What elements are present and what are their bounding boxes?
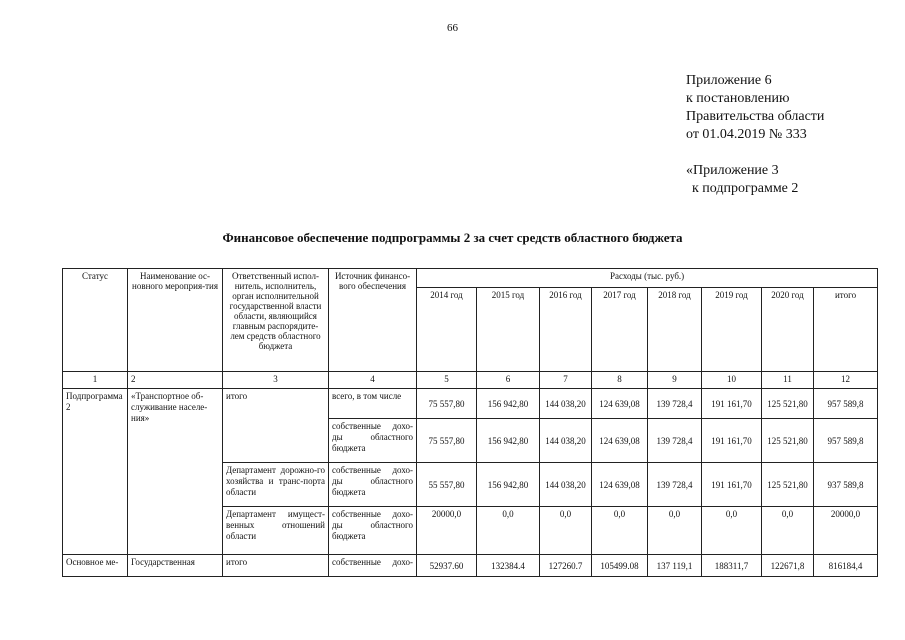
- index-cell: 7: [540, 372, 592, 389]
- index-cell: 4: [329, 372, 417, 389]
- total-cell: 20000,0: [814, 507, 878, 555]
- index-cell: 11: [762, 372, 814, 389]
- financing-table: [62, 268, 878, 577]
- value-cell: 156 942,80: [477, 389, 540, 419]
- status-cell: Подпрограмма 2: [63, 389, 128, 555]
- total-cell: 937 589,8: [814, 463, 878, 507]
- value-cell: 139 728,4: [648, 389, 702, 419]
- value-cell: 191 161,70: [702, 389, 762, 419]
- source-cell: собственные дохо-ды областного бюджета: [329, 507, 417, 555]
- value-cell: 75 557,80: [417, 389, 477, 419]
- index-cell: 8: [592, 372, 648, 389]
- total-cell: 957 589,8: [814, 419, 878, 463]
- value-cell: 156 942,80: [477, 419, 540, 463]
- header-year: 2017 год: [592, 288, 648, 372]
- value-cell: 0,0: [702, 507, 762, 555]
- header-status: Статус: [63, 269, 128, 372]
- header-expenses: Расходы (тыс. руб.): [417, 269, 878, 288]
- document-title: Финансовое обеспечение подпрограммы 2 за счет средств областного бюджета: [222, 230, 683, 245]
- value-cell: 125 521,80: [762, 419, 814, 463]
- value-cell: 0,0: [592, 507, 648, 555]
- index-cell: 12: [814, 372, 878, 389]
- value-cell: 55 557,80: [417, 463, 477, 507]
- value-cell: 144 038,20: [540, 463, 592, 507]
- value-cell: 144 038,20: [540, 419, 592, 463]
- value-cell: 0,0: [540, 507, 592, 555]
- source-cell: собственные дохо-ды областного бюджета: [329, 463, 417, 507]
- appendix-block: [686, 72, 824, 198]
- header-year: 2020 год: [762, 288, 814, 372]
- executor-cell: Департамент дорожно-го хозяйства и транс-порта области: [223, 463, 329, 507]
- value-cell: 139 728,4: [648, 419, 702, 463]
- status-cell: Основное ме-: [63, 555, 128, 577]
- value-cell: 124 639,08: [592, 419, 648, 463]
- value-cell: 52937.60: [417, 555, 477, 577]
- index-row: [63, 372, 878, 389]
- value-cell: 125 521,80: [762, 463, 814, 507]
- appendix-line: к постановлению: [686, 91, 790, 106]
- header-event: Наименование ос-новного мероприя-тия: [128, 269, 223, 372]
- header-year: 2015 год: [477, 288, 540, 372]
- header-source: Источник финансо-вого обеспечения: [329, 269, 417, 372]
- header-row: [63, 269, 878, 288]
- value-cell: 188311,7: [702, 555, 762, 577]
- header-year: 2018 год: [648, 288, 702, 372]
- value-cell: 125 521,80: [762, 389, 814, 419]
- value-cell: 156 942,80: [477, 463, 540, 507]
- index-cell: 1: [63, 372, 128, 389]
- header-year: 2016 год: [540, 288, 592, 372]
- table-row: [63, 555, 878, 577]
- source-cell: собственные дохо-ды областного бюджета: [329, 419, 417, 463]
- value-cell: 139 728,4: [648, 463, 702, 507]
- header-total: итого: [814, 288, 878, 372]
- value-cell: 75 557,80: [417, 419, 477, 463]
- value-cell: 0,0: [477, 507, 540, 555]
- index-cell: 10: [702, 372, 762, 389]
- event-cell: Государственная: [128, 555, 223, 577]
- index-cell: 5: [417, 372, 477, 389]
- value-cell: 191 161,70: [702, 463, 762, 507]
- event-cell: «Транспортное об-служивание населе-ния»: [128, 389, 223, 555]
- source-cell: собственные дохо-: [329, 555, 417, 577]
- value-cell: 0,0: [648, 507, 702, 555]
- value-cell: 137 119,1: [648, 555, 702, 577]
- source-cell: всего, в том числе: [329, 389, 417, 419]
- total-cell: 957 589,8: [814, 389, 878, 419]
- appendix-subline: к подпрограмме 2: [692, 181, 799, 196]
- value-cell: 127260.7: [540, 555, 592, 577]
- value-cell: 132384.4: [477, 555, 540, 577]
- header-executor: Ответственный испол-нитель, исполнитель, орган исполнительной государственной власти области, являющийся главным распорядите-лем средств областного бюджета: [223, 269, 329, 372]
- value-cell: 122671,8: [762, 555, 814, 577]
- header-year: 2019 год: [702, 288, 762, 372]
- value-cell: 191 161,70: [702, 419, 762, 463]
- page-number: 66: [447, 22, 458, 34]
- index-cell: 2: [128, 372, 223, 389]
- value-cell: 144 038,20: [540, 389, 592, 419]
- executor-cell: итого: [223, 389, 329, 463]
- index-cell: 9: [648, 372, 702, 389]
- value-cell: 124 639,08: [592, 389, 648, 419]
- appendix-line: от 01.04.2019 № 333: [686, 127, 807, 142]
- table-row: [63, 389, 878, 419]
- index-cell: 3: [223, 372, 329, 389]
- index-cell: 6: [477, 372, 540, 389]
- header-year: 2014 год: [417, 288, 477, 372]
- value-cell: 20000,0: [417, 507, 477, 555]
- executor-cell: итого: [223, 555, 329, 577]
- value-cell: 124 639,08: [592, 463, 648, 507]
- executor-cell: Департамент имущест-венных отношений области: [223, 507, 329, 555]
- value-cell: 0,0: [762, 507, 814, 555]
- value-cell: 105499.08: [592, 555, 648, 577]
- total-cell: 816184,4: [814, 555, 878, 577]
- appendix-line: Правительства области: [686, 109, 825, 124]
- appendix-line: Приложение 6: [686, 73, 772, 88]
- appendix-subline: «Приложение 3: [686, 163, 779, 178]
